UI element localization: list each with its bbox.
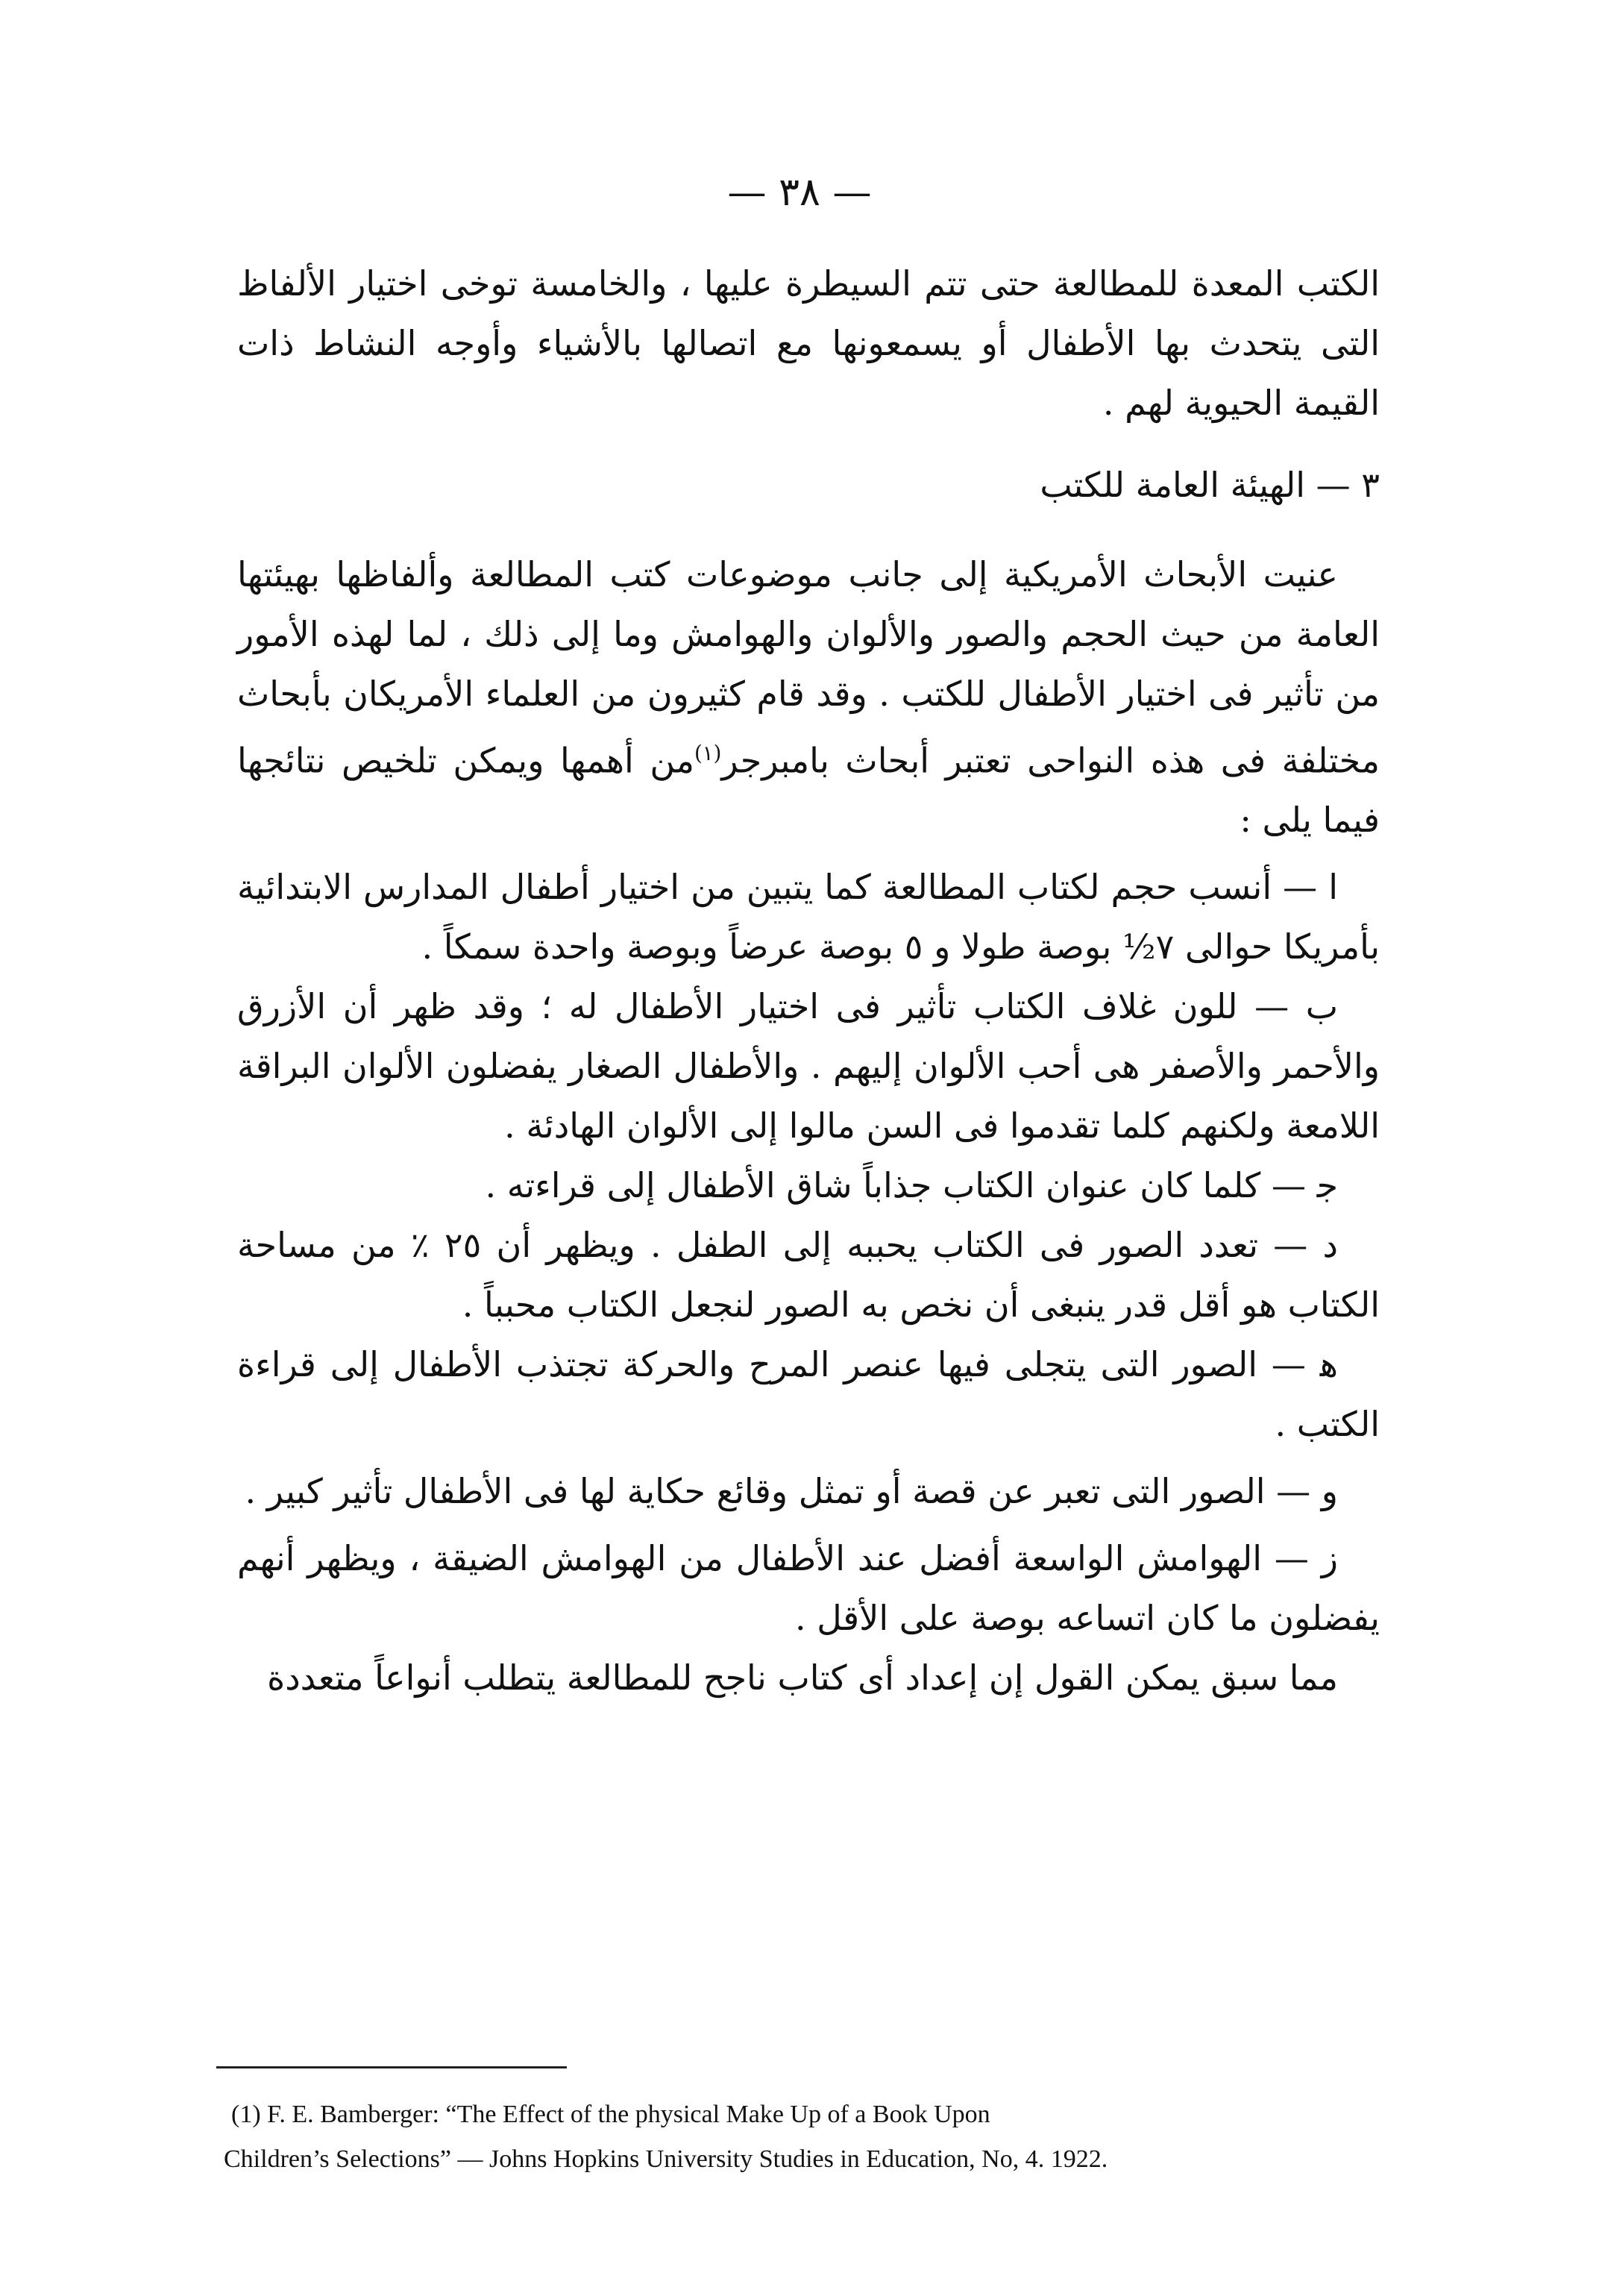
footnote (224, 2092, 1387, 2182)
list-item-g: ز — الهوامش الواسعة أفضل عند الأطفال من الهوامش الضيقة ، ويظهر أنهم يفضلون ما كان اتساعه بوصة على الأقل . (237, 1538, 1380, 1639)
page-number: — ٣٨ — (727, 170, 872, 215)
footnote-marker: (١) (694, 741, 722, 765)
list-item-d: د — تعدد الصور فى الكتاب يحببه إلى الطفل . ويظهر أن ٢٥ ٪ من مساحة الكتاب هو أقل قدر ينبغى أن نخص به الصور لنجعل الكتاب محبباً . (237, 1225, 1380, 1326)
body-text (237, 254, 1380, 1707)
footnote-divider (216, 2066, 567, 2068)
footnote-line-1: (1) F. E. Bamberger: “The Effect of the physical Make Up of a Book Upon (231, 2101, 990, 2128)
list-item-c: ﺟ — كلما كان عنوان الكتاب جذاباً شاق الأطفال إلى قراءته . (485, 1165, 1338, 1206)
intro-paragraph: الكتب المعدة للمطالعة حتى تتم السيطرة عليها ، والخامسة توخى اختيار الألفاظ التى يتحدث بها الأطفال أو يسمعونها مع اتصالها بالأشياء وأوجه النشاط ذات القيمة الحيوية لهم . (237, 263, 1380, 423)
list-item-f: و — الصور التى تعبر عن قصة أو تمثل وقائع حكاية لها فى الأطفال تأثير كبير . (245, 1471, 1338, 1512)
list-item-b: ب — للون غلاف الكتاب تأثير فى اختيار الأطفال له ؛ وقد ظهر أن الأزرق والأحمر والأصفر هى أحب الألوان إليهم . والأطفال الصغار يفضلون الألوان البراقة اللامعة ولكنهم كلما تقدموا فى السن مالوا إلى الألوان الهادئة . (237, 986, 1380, 1147)
closing-line: مما سبق يمكن القول إن إعداد أى كتاب ناجح للمطالعة يتطلب أنواعاً متعددة (267, 1657, 1338, 1699)
footnote-line-2: Children’s Selections” — Johns Hopkins University Studies in Education, No, 4. 1922. (224, 2145, 1108, 2173)
list-item-e: ﻫ — الصور التى يتجلى فيها عنصر المرح والحركة تجتذب الأطفال إلى قراءة الكتب . (237, 1344, 1380, 1445)
section-heading: ٣ — الهيئة العامة للكتب (1040, 465, 1380, 505)
paragraph-1-end: من أهمها ويمكن تلخيص نتائجها فيما يلى : (237, 740, 1380, 841)
paragraph-1-text: عنيت الأبحاث الأمريكية إلى جانب موضوعات كتب المطالعة وألفاظها بهيئتها العامة من حيث الحجم والصور والألوان والهوامش وما إلى ذلك ، لما لهذه الأمور من تأثير فى اختيار الأطفال للكتب . وقد قام كثيرون من العلماء الأمريكان بأبحاث مختلفة فى هذه النواحى تعتبر أبحاث بامبرجر (237, 554, 1380, 781)
paragraph-1 (237, 545, 1380, 850)
list-item-a: ا — أنسب حجم لكتاب المطالعة كما يتبين من اختيار أطفال المدارس الابتدائية بأمريكا حوالى ٧½ بوصة طولا و ٥ بوصة عرضاً وبوصة واحدة سمكاً . (237, 867, 1380, 967)
